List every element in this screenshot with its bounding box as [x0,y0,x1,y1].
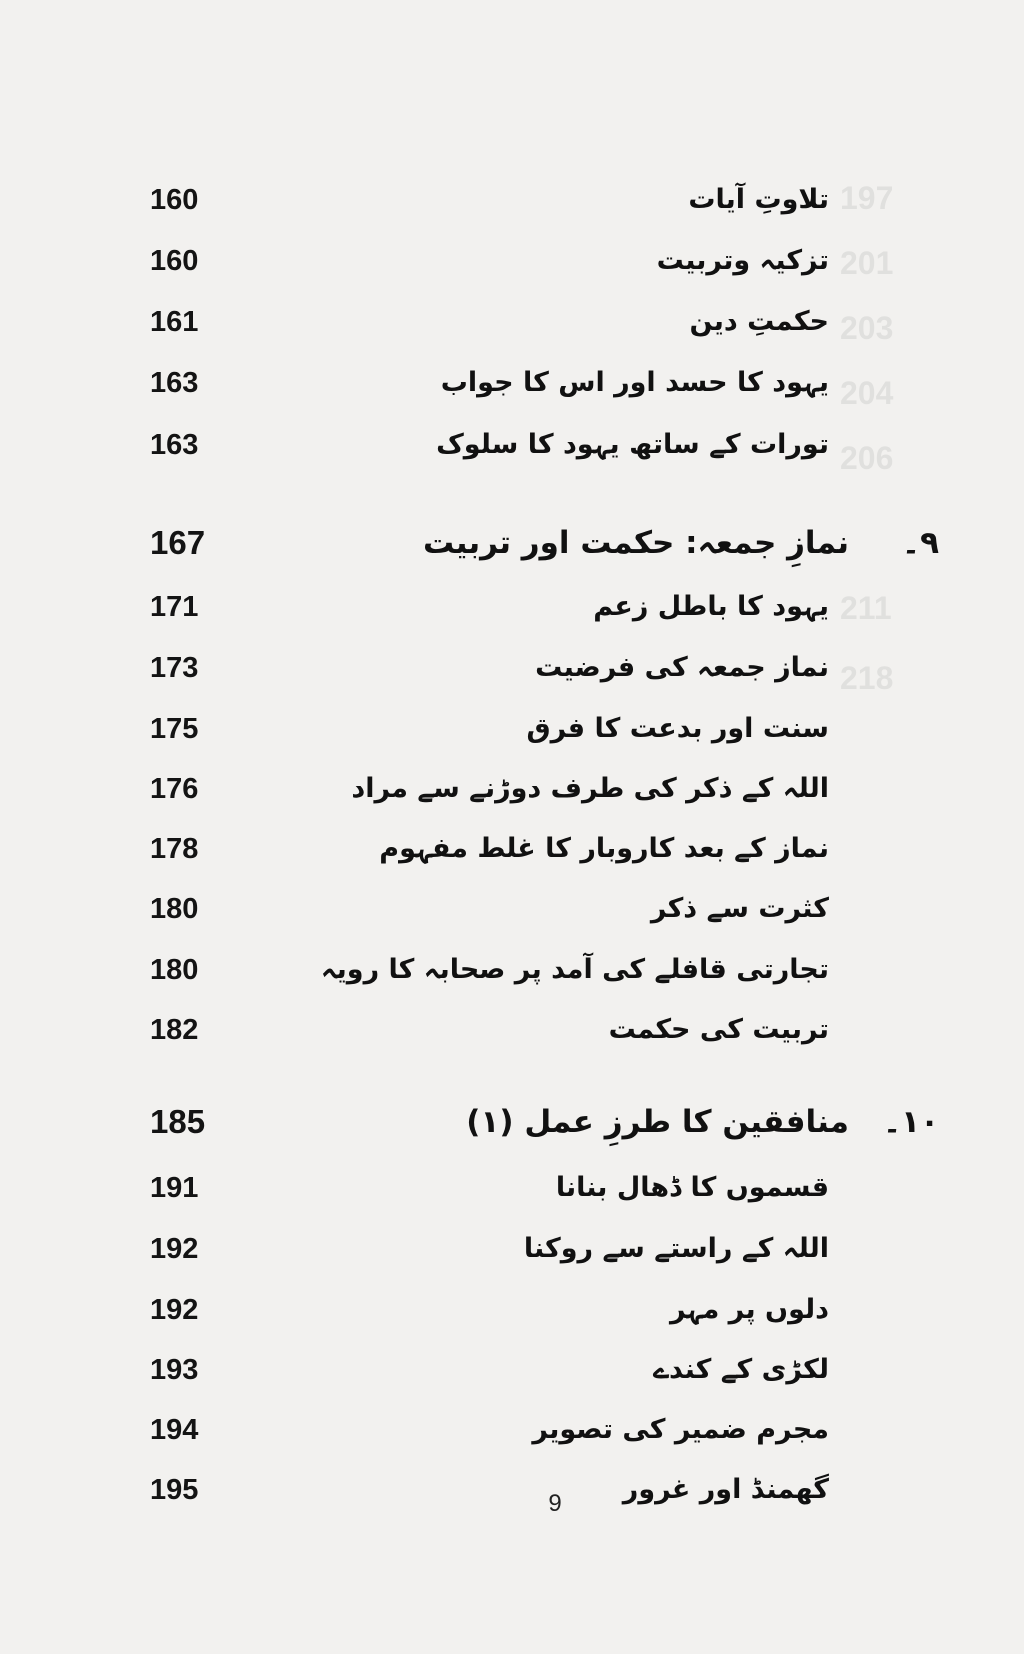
toc-entry-text: تربیت کی حکمت [608,1014,829,1045]
toc-entry-text: تلاوتِ آیات [688,184,829,215]
toc-entry [0,704,1024,754]
toc-chapter-heading [0,1097,1024,1147]
toc-entry [0,824,1024,874]
show-through-bleed: 204 [840,375,894,411]
toc-entry-title [309,582,829,632]
toc-page-number: 163 [150,367,199,399]
toc-page-number: 195 [150,1474,199,1506]
toc-entry-title [309,824,829,874]
toc-entry-text: نمازِ جمعہ: حکمت اور تربیت [422,525,849,561]
toc-entry-title [309,1405,829,1455]
toc-entry-text: اللہ کے ذکر کی طرف دوڑنے سے مراد [351,773,829,804]
toc-page-number: 175 [150,713,199,745]
toc-entry-text: تزکیہ وتربیت [656,245,829,276]
toc-page-number: 171 [150,591,199,623]
toc-entry-title [309,175,829,225]
chapter-number: ۹۔ [901,525,939,561]
toc-entry-text: مجرم ضمیر کی تصویر [532,1414,829,1445]
toc-entry [0,1345,1024,1395]
toc-entry-text: حکمتِ دین [689,306,829,337]
toc-page-number: 163 [150,429,199,461]
toc-page-number: 167 [150,524,206,561]
toc-entry-text: کثرت سے ذکر [650,893,829,924]
toc-entry-text: لکڑی کے کندے [653,1354,829,1385]
toc-entry [0,175,1024,225]
toc-entry [0,1224,1024,1274]
show-through-bleed: 218 [840,660,894,696]
toc-page-number: 194 [150,1414,199,1446]
toc-entry-text: یہود کا باطل زعم [593,591,829,622]
toc-page-number: 185 [150,1103,206,1140]
toc-entry [0,643,1024,693]
toc-entry-title [339,518,939,568]
toc-entry-title [339,1097,939,1147]
toc-entry [0,420,1024,470]
toc-entry [0,1285,1024,1335]
toc-entry-title [309,1224,829,1274]
toc-chapter-heading [0,518,1024,568]
toc-entry [0,945,1024,995]
toc-entry-title [309,764,829,814]
toc-entry-text: تجارتی قافلے کی آمد پر صحابہ کا رویہ [320,954,829,985]
toc-page-number: 180 [150,893,199,925]
toc-entry-text: منافقین کا طرزِ عمل (۱) [466,1104,849,1140]
toc-entry [0,358,1024,408]
toc-entry-title [309,643,829,693]
show-through-bleed: 206 [840,440,894,476]
toc-entry-text: نماز کے بعد کاروبار کا غلط مفہوم [379,833,829,864]
toc-entry [0,1405,1024,1455]
toc-page-number: 160 [150,184,199,216]
toc-page-number: 182 [150,1014,199,1046]
toc-entry-title [309,1005,829,1055]
toc-page-number: 192 [150,1294,199,1326]
toc-entry-text: دلوں پر مہر [669,1294,829,1325]
show-through-bleed: 211 [840,590,892,626]
toc-entry [0,764,1024,814]
toc-entry [0,1163,1024,1213]
toc-entry-text: یہود کا حسد اور اس کا جواب [440,367,829,398]
toc-entry-text: نماز جمعہ کی فرضیت [535,652,829,683]
toc-entry-text: قسموں کا ڈھال بنانا [555,1172,829,1203]
toc-page-number: 176 [150,773,199,805]
toc-page-number: 173 [150,652,199,684]
toc-entry-title [309,358,829,408]
toc-entry [0,1005,1024,1055]
toc-page-number: 193 [150,1354,199,1386]
toc-entry-title [309,420,829,470]
toc-page-number: 160 [150,245,199,277]
toc-entry-text: تورات کے ساتھ یہود کا سلوک [436,429,829,460]
toc-entry-title [309,704,829,754]
toc-page-number: 191 [150,1172,199,1204]
toc-entry [0,236,1024,286]
toc-entry-text: سنت اور بدعت کا فرق [526,713,829,744]
toc-entry [0,1465,1024,1515]
toc-entry-text: گھمنڈ اور غرور [622,1474,829,1505]
toc-entry [0,582,1024,632]
toc-entry-title [309,236,829,286]
show-through-bleed: 197 [840,180,894,216]
toc-entry-title [309,1163,829,1213]
toc-page-number: 161 [150,306,199,338]
toc-page-number: 192 [150,1233,199,1265]
toc-entry-title [309,297,829,347]
chapter-number: ۱۰۔ [882,1104,939,1140]
show-through-bleed: 201 [840,245,894,281]
footer-page-number: 9 [548,1490,562,1517]
toc-entry-title [309,1345,829,1395]
toc-entry-title [309,945,829,995]
toc-page-number: 180 [150,954,199,986]
toc-entry-title [309,884,829,934]
toc-entry [0,884,1024,934]
toc-entry-text: اللہ کے راستے سے روکنا [523,1233,829,1264]
show-through-bleed: 203 [840,310,894,346]
toc-page-number: 178 [150,833,199,865]
toc-entry-title [309,1285,829,1335]
toc-entry [0,297,1024,347]
